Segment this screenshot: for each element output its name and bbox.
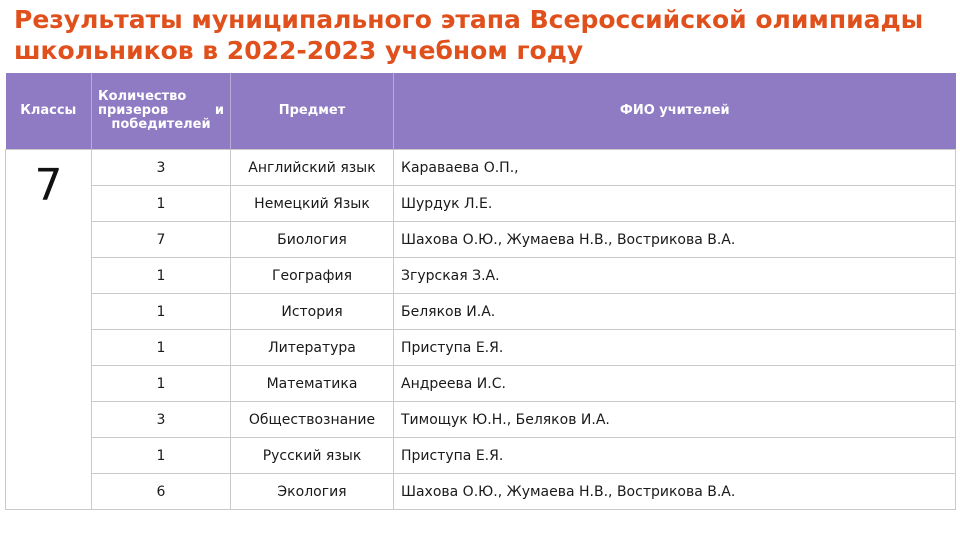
table-row: [6, 366, 956, 402]
teachers-cell: Шахова О.Ю., Жумаева Н.В., Вострикова В.А.: [394, 474, 956, 510]
header-count: Количество призеров и победителей: [92, 73, 231, 150]
teachers-cell: Приступа Е.Я.: [394, 330, 956, 366]
header-grade: Классы: [6, 73, 92, 150]
count-cell: 1: [92, 258, 231, 294]
subject-cell: География: [231, 258, 394, 294]
count-cell: 6: [92, 474, 231, 510]
table-row: [6, 258, 956, 294]
table-header: [6, 73, 956, 150]
subject-cell: Обществознание: [231, 402, 394, 438]
header-row: [6, 73, 956, 150]
subject-cell: Английский язык: [231, 150, 394, 186]
header-subject: Предмет: [231, 73, 394, 150]
table-row: [6, 186, 956, 222]
count-cell: 1: [92, 186, 231, 222]
page-title: Результаты муниципального этапа Всероссийской олимпиады школьников в 2022-2023 учебном году: [14, 5, 924, 65]
teachers-cell: Тимощук Ю.Н., Беляков И.А.: [394, 402, 956, 438]
subject-cell: История: [231, 294, 394, 330]
subject-cell: Немецкий Язык: [231, 186, 394, 222]
count-cell: 3: [92, 150, 231, 186]
count-cell: 1: [92, 366, 231, 402]
table-row: [6, 330, 956, 366]
subject-cell: Русский язык: [231, 438, 394, 474]
header-teachers: ФИО учителей: [394, 73, 956, 150]
count-cell: 1: [92, 438, 231, 474]
teachers-cell: Згурская З.А.: [394, 258, 956, 294]
table-row: [6, 474, 956, 510]
teachers-cell: Шурдук Л.Е.: [394, 186, 956, 222]
table-row: [6, 294, 956, 330]
table-row: [6, 438, 956, 474]
count-cell: 1: [92, 330, 231, 366]
teachers-cell: Караваева О.П.,: [394, 150, 956, 186]
count-cell: 1: [92, 294, 231, 330]
teachers-cell: Шахова О.Ю., Жумаева Н.В., Вострикова В.А.: [394, 222, 956, 258]
results-table: [5, 73, 956, 510]
teachers-cell: Андреева И.С.: [394, 366, 956, 402]
teachers-cell: Приступа Е.Я.: [394, 438, 956, 474]
teachers-cell: Беляков И.А.: [394, 294, 956, 330]
subject-cell: Биология: [231, 222, 394, 258]
table-row: [6, 402, 956, 438]
subject-cell: Математика: [231, 366, 394, 402]
count-cell: 7: [92, 222, 231, 258]
subject-cell: Литература: [231, 330, 394, 366]
count-cell: 3: [92, 402, 231, 438]
table-body: [6, 150, 956, 510]
table-row: [6, 222, 956, 258]
subject-cell: Экология: [231, 474, 394, 510]
table-row: [6, 150, 956, 186]
grade-cell: 7: [6, 150, 92, 510]
